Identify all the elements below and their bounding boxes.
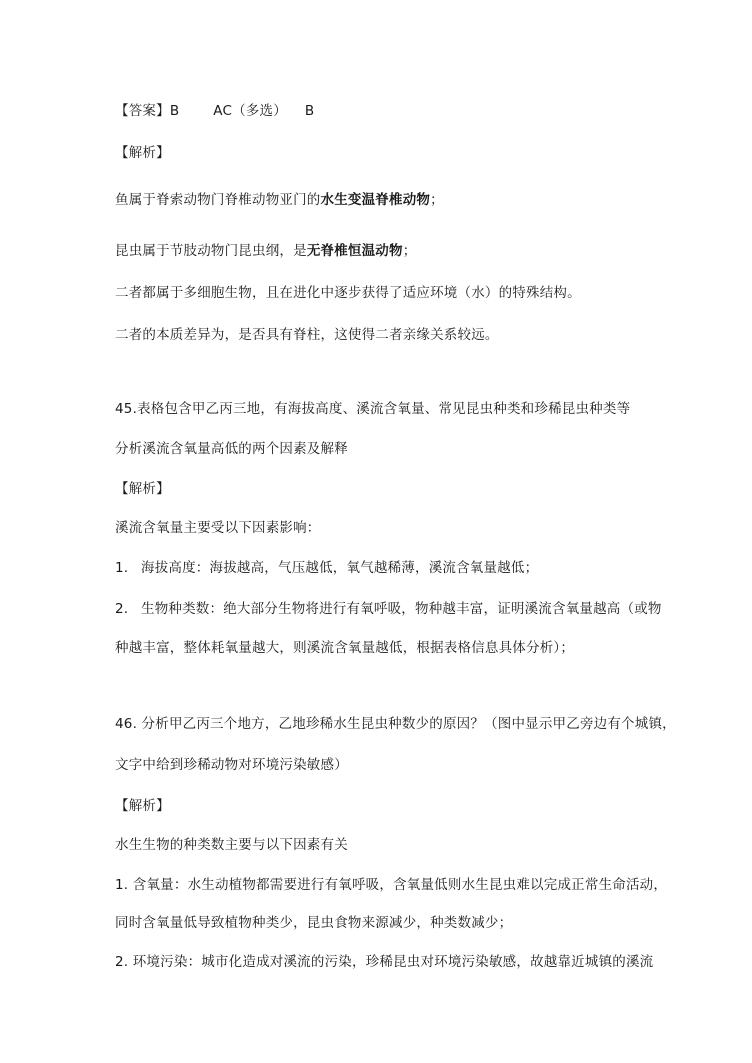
q45-intro: 溪流含氧量主要受以下因素影响：: [115, 520, 321, 536]
q46-item1-line1: 1. 含氧量：水生动植物都需要进行有氧呼吸，含氧量低则水生昆虫难以完成正常生命活动，: [115, 877, 668, 893]
q45-item1-num: 1.: [115, 560, 129, 576]
q46-title-line1: 46. 分析甲乙丙三个地方，乙地珍稀水生昆虫种数少的原因？（图中显示甲乙旁边有个城镇，: [115, 716, 676, 732]
fish-bold: 水生变温脊椎动物: [320, 192, 431, 208]
q45-item1: [115, 558, 538, 578]
insect-suffix: ；: [402, 243, 417, 259]
q45-heading: 【解析】: [115, 481, 170, 497]
difference-line: 二者的本质差异为，是否具有脊柱，这使得二者亲缘关系较远。: [115, 327, 499, 343]
answer-q3: B: [304, 103, 315, 119]
q46-item1-line2: 同时含氧量低导致植物种类少，昆虫食物来源减少，种类数减少；: [115, 915, 513, 931]
both-line: 二者都属于多细胞生物，且在进化中逐步获得了适应环境（水）的特殊结构。: [115, 285, 581, 301]
insect-bold: 无脊椎恒温动物: [306, 243, 403, 259]
answer-q2: AC（多选）: [213, 103, 287, 119]
answer-q1: B: [169, 103, 180, 119]
fish-suffix: ；: [430, 192, 444, 208]
answer-line: [115, 101, 314, 121]
q45-subtitle: 分析溪流含氧量高低的两个因素及解释: [115, 441, 348, 457]
q45-item2: [115, 599, 662, 619]
q46-heading: 【解析】: [115, 798, 170, 814]
answer-label: 【答案】: [115, 103, 170, 119]
q46-intro: 水生生物的种类数主要与以下因素有关: [115, 837, 348, 853]
section1-heading: 【解析】: [115, 145, 170, 161]
q46-item2-line1: 2. 环境污染：城市化造成对溪流的污染，珍稀昆虫对环境污染敏感，故越靠近城镇的溪流: [115, 954, 654, 970]
insect-prefix: 昆虫属于节肢动物门昆虫纲，是: [115, 243, 307, 259]
q46-title-line2: 文字中给到珍稀动物对环境污染敏感）: [115, 757, 348, 773]
q45-title: 45.表格包含甲乙丙三地，有海拔高度、溪流含氧量、常见昆虫种类和珍稀昆虫种类等: [115, 401, 631, 417]
q45-item1-text: 海拔高度：海拔越高，气压越低，氧气越稀薄，溪流含氧量越低；: [141, 560, 539, 576]
q45-item2-num: 2.: [115, 601, 129, 617]
insect-line: [115, 241, 416, 261]
q45-item2-cont: 种越丰富，整体耗氧量越大，则溪流含氧量越低，根据表格信息具体分析）；: [115, 640, 575, 656]
q45-item2-text-line1: 生物种类数：绝大部分生物将进行有氧呼吸，物种越丰富，证明溪流含氧量越高（或物: [141, 601, 662, 617]
fish-line: [115, 190, 444, 210]
fish-prefix: 鱼属于脊索动物门脊椎动物亚门的: [115, 192, 321, 208]
